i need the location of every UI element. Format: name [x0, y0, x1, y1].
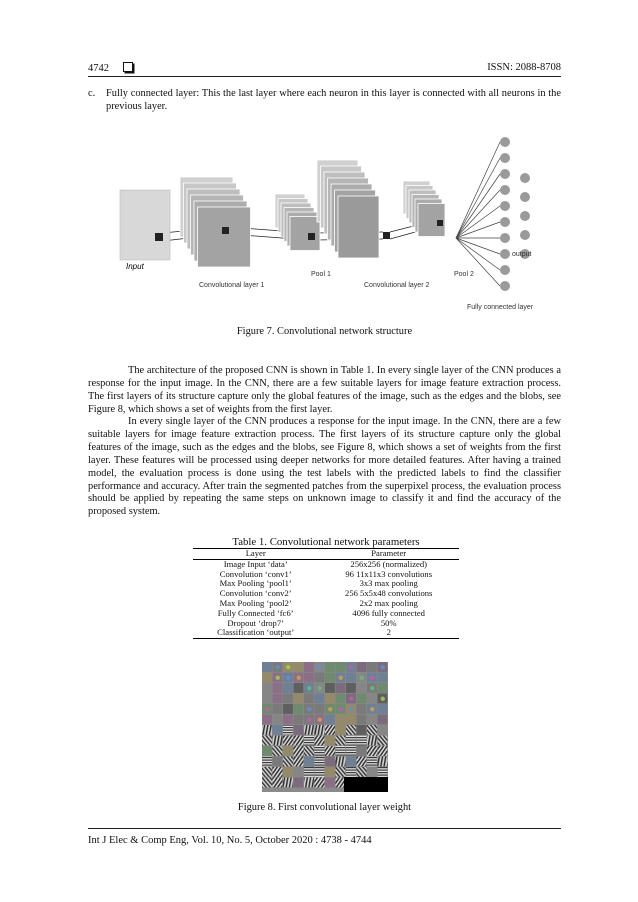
filter-cell	[294, 746, 304, 756]
filter-blob	[360, 676, 364, 680]
filter-cell	[336, 736, 346, 746]
filter-cell	[367, 746, 377, 756]
filter-cell	[357, 704, 367, 714]
filter-blob	[370, 707, 374, 711]
filter-cell	[336, 715, 346, 725]
filter-cell	[315, 736, 325, 746]
cell-parameter: 256 5x5x48 convolutions	[345, 588, 433, 599]
filter-cell	[283, 694, 293, 704]
filter-blob	[349, 707, 353, 711]
filter-cell	[304, 757, 314, 767]
filter-cell	[304, 725, 314, 735]
label-output: output	[512, 251, 532, 258]
pool1-patch	[308, 233, 315, 240]
filter-blob	[381, 697, 385, 701]
neuron-node	[500, 169, 510, 179]
neuron-node	[500, 201, 510, 211]
filter-cell	[273, 746, 283, 756]
filter-cell	[346, 673, 356, 683]
filter-cell	[283, 778, 293, 788]
filter-cell	[378, 704, 388, 714]
fc-line	[456, 158, 500, 238]
filter-cell	[357, 746, 367, 756]
filter-blob	[307, 718, 311, 722]
filter-blob	[286, 665, 290, 669]
filter-cell	[325, 662, 335, 672]
filter-cell	[304, 736, 314, 746]
filter-cell	[346, 715, 356, 725]
filter-cell	[367, 725, 377, 735]
filter-cell	[283, 704, 293, 714]
filter-blob	[276, 665, 280, 669]
filter-blob	[370, 676, 374, 680]
table-1	[193, 548, 459, 639]
filter-cell	[273, 757, 283, 767]
filter-blob	[265, 707, 269, 711]
cell-layer: Classification ‘output’	[217, 627, 295, 638]
filter-cell	[262, 725, 272, 735]
fc-line	[456, 174, 500, 238]
paragraph-1: The architecture of the proposed CNN is shown in Table 1. In every single layer of the CNN produces a response for the input image. In the CNN, there are a few suitable layers for image feature extraction process. The first layers of its structure capture only the global features of the image, such as the edges and the blobs, see Figure 8, which shows a set of weights from the first layer.	[88, 365, 561, 415]
filter-cell	[262, 673, 272, 683]
filter-cell	[378, 725, 388, 735]
filter-cell	[367, 715, 377, 725]
fc-connection-lines	[456, 142, 500, 286]
filter-cell	[325, 694, 335, 704]
filter-cell	[378, 673, 388, 683]
footer-citation: Int J Elec & Comp Eng, Vol. 10, No. 5, October 2020 : 4738 - 4744	[88, 835, 372, 846]
filter-blob	[328, 707, 332, 711]
filter-cell	[336, 683, 346, 693]
cell-parameter: 50%	[380, 617, 397, 628]
filter-cell	[378, 715, 388, 725]
filter-cell	[262, 746, 272, 756]
filter-cell	[346, 683, 356, 693]
filter-cell	[283, 683, 293, 693]
output-node	[520, 230, 530, 240]
filter-cell	[346, 736, 356, 746]
filter-cell	[346, 767, 356, 777]
filter-cell	[336, 662, 346, 672]
filter-cell	[294, 778, 304, 788]
filter-cell	[315, 725, 325, 735]
filter-cell	[346, 725, 356, 735]
filter-blob	[318, 686, 322, 690]
cell-layer: Max Pooling ‘pool1’	[219, 578, 292, 589]
filter-cell	[294, 683, 304, 693]
filter-cell	[273, 736, 283, 746]
filter-cell	[325, 778, 335, 788]
filter-cell	[325, 725, 335, 735]
column-header-parameter: Parameter	[371, 548, 407, 558]
filter-blob	[307, 707, 311, 711]
figure-8-weights-image	[262, 662, 388, 792]
neuron-node	[500, 185, 510, 195]
filter-cell	[294, 662, 304, 672]
filter-cell	[336, 746, 346, 756]
square-bullet-icon	[123, 62, 133, 72]
filter-blob	[349, 665, 353, 669]
filter-cell	[262, 757, 272, 767]
pool2-patch	[437, 220, 443, 226]
filter-cell	[357, 767, 367, 777]
filter-cell	[262, 694, 272, 704]
issn: ISSN: 2088-8708	[487, 62, 561, 73]
filter-cell	[357, 725, 367, 735]
filter-blob	[381, 665, 385, 669]
fc-line	[456, 206, 500, 238]
filter-blob	[339, 707, 343, 711]
filter-cell	[336, 694, 346, 704]
filter-cell	[283, 715, 293, 725]
table-header-row	[193, 549, 459, 560]
filter-cell	[304, 767, 314, 777]
filter-cell	[367, 757, 377, 767]
filter-cell	[283, 746, 293, 756]
cell-layer: Convolution ‘conv1’	[219, 568, 292, 579]
filter-cell	[357, 694, 367, 704]
filter-cell	[325, 757, 335, 767]
filter-cell	[262, 778, 272, 788]
fc-line	[456, 238, 500, 254]
output-node	[520, 173, 530, 183]
cell-layer: Image Input ‘data’	[223, 558, 288, 569]
filter-blob	[297, 676, 301, 680]
figure-7-diagram	[112, 132, 542, 318]
neuron-node	[500, 137, 510, 147]
filter-cell	[315, 673, 325, 683]
list-item-c: Fully connected layer: This the last layer where each neuron in this layer is connected with all neurons in the previous layer.	[106, 88, 561, 112]
filter-cell	[273, 715, 283, 725]
filter-cell	[315, 767, 325, 777]
filter-cell	[325, 767, 335, 777]
neurons	[500, 137, 530, 291]
neuron-node	[500, 281, 510, 291]
filter-cell	[273, 704, 283, 714]
cell-layer: Dropout ‘drop7’	[227, 617, 284, 628]
cell-layer: Max Pooling ‘pool2’	[219, 597, 292, 608]
filter-cell	[378, 683, 388, 693]
filter-cell	[294, 725, 304, 735]
footer-rule	[88, 828, 561, 829]
filter-cell	[273, 767, 283, 777]
output-node	[520, 192, 530, 202]
figure-8-caption: Figure 8. First convolutional layer weight	[237, 802, 412, 813]
fc-line	[456, 142, 500, 238]
cell-parameter: 256x256 (normalized)	[350, 558, 428, 569]
figure-7-caption: Figure 7. Convolutional network structure	[236, 326, 413, 337]
filter-cell	[294, 757, 304, 767]
filter-cell	[273, 694, 283, 704]
filter-cell	[294, 694, 304, 704]
filter-cell	[283, 736, 293, 746]
filter-blob	[370, 686, 374, 690]
filter-cell	[283, 767, 293, 777]
list-marker: c.	[88, 88, 96, 99]
filter-blob	[307, 686, 311, 690]
conv1-patch	[222, 227, 229, 234]
filter-cell	[325, 736, 335, 746]
filter-cell	[378, 757, 388, 767]
filter-cell	[325, 715, 335, 725]
filter-cell	[262, 715, 272, 725]
label-fc: Fully connected layer	[467, 304, 534, 311]
filter-cell	[346, 746, 356, 756]
filter-cell	[336, 725, 346, 735]
cell-layer: Convolution ‘conv2’	[219, 588, 292, 599]
filter-cell	[325, 673, 335, 683]
filter-blob	[286, 676, 290, 680]
cell-parameter: 4096 fully connected	[352, 607, 425, 618]
fc-line	[456, 190, 500, 238]
filter-cell	[325, 746, 335, 756]
header-rule	[88, 76, 561, 77]
filter-blob	[318, 718, 322, 722]
cell-parameter: 2x2 max pooling	[359, 597, 418, 608]
label-conv1: Convolutional layer 1	[199, 282, 265, 289]
filter-cell	[304, 662, 314, 672]
cell-parameter: 3x3 max pooling	[359, 578, 418, 589]
filter-cell	[336, 767, 346, 777]
cell-parameter: 2	[386, 627, 391, 638]
input-patch	[155, 233, 163, 241]
pool1-map	[290, 217, 320, 251]
conv2-patch	[383, 232, 390, 239]
filter-blob	[318, 665, 322, 669]
filter-cell	[294, 767, 304, 777]
filter-cell	[367, 736, 377, 746]
filter-cell	[262, 683, 272, 693]
filter-cell	[357, 715, 367, 725]
filter-blob	[349, 697, 353, 701]
label-pool1: Pool 1	[311, 271, 331, 278]
filter-cell	[357, 736, 367, 746]
filter-cell	[304, 694, 314, 704]
input-image	[120, 190, 170, 260]
label-input: Input	[126, 262, 144, 271]
page-number-text: 4742	[88, 63, 109, 74]
cell-parameter: 96 11x11x3 convolutions	[345, 568, 433, 579]
neuron-node	[500, 153, 510, 163]
filter-cell	[325, 683, 335, 693]
filter-cell	[357, 662, 367, 672]
table-1-title: Table 1. Convolutional network parameters	[232, 536, 420, 548]
filter-cell	[315, 757, 325, 767]
filter-cell	[273, 725, 283, 735]
filter-cell	[367, 662, 377, 672]
filter-blob	[276, 676, 280, 680]
label-conv2: Convolutional layer 2	[364, 282, 430, 289]
page-number	[88, 62, 133, 74]
neuron-node	[500, 217, 510, 227]
filter-cell	[304, 673, 314, 683]
filter-cell	[357, 757, 367, 767]
filter-cell	[294, 736, 304, 746]
filter-cell	[273, 778, 283, 788]
filter-cell	[336, 757, 346, 767]
filter-cell	[283, 725, 293, 735]
neuron-node	[500, 233, 510, 243]
filter-cell	[346, 757, 356, 767]
filter-cell	[378, 767, 388, 777]
column-header-layer: Layer	[245, 548, 266, 558]
table-row	[193, 628, 459, 638]
fc-line	[456, 238, 500, 286]
filter-cell	[367, 694, 377, 704]
filter-cell	[336, 778, 346, 788]
filter-cell	[378, 746, 388, 756]
filter-cell	[378, 736, 388, 746]
filter-cell	[294, 704, 304, 714]
conv2-map	[338, 196, 379, 258]
filter-cell	[294, 715, 304, 725]
filter-cell	[304, 746, 314, 756]
filter-cell	[262, 767, 272, 777]
filter-cell	[367, 767, 377, 777]
filter-cell	[283, 757, 293, 767]
neuron-node	[500, 249, 510, 259]
filter-cell	[315, 778, 325, 788]
cell-layer: Fully Connected ‘fc6’	[217, 607, 294, 618]
output-node	[520, 211, 530, 221]
label-pool2: Pool 2	[454, 271, 474, 278]
filter-cell	[273, 683, 283, 693]
filter-cell	[357, 683, 367, 693]
conv1-map	[198, 207, 251, 267]
filter-blob	[339, 676, 343, 680]
filter-cell	[262, 662, 272, 672]
fc-line	[456, 238, 500, 270]
filter-cell	[315, 704, 325, 714]
filter-cell	[262, 736, 272, 746]
neuron-node	[500, 265, 510, 275]
filter-cell	[315, 694, 325, 704]
paragraph-2: In every single layer of the CNN produces a response for the input image. In the CNN, there are a few suitable layers for image feature extraction process. The first layers of its structure capture only the global features of the image, such as the edges and the blobs, see Figure 8, which shows a set of weights from the first layer. These features will be processed using deeper networks for more detailed features. After having a trained model, the evaluation process is done using the test labels with the predicted labels to find the classifier performance and accuracy. After train the segmented patches from the superpixel process, the evaluation process should be applied by repeating the same steps on unknown image to classify it and find the accuracy of the proposed system.	[88, 416, 561, 518]
filter-cell	[304, 778, 314, 788]
filter-cell	[315, 746, 325, 756]
